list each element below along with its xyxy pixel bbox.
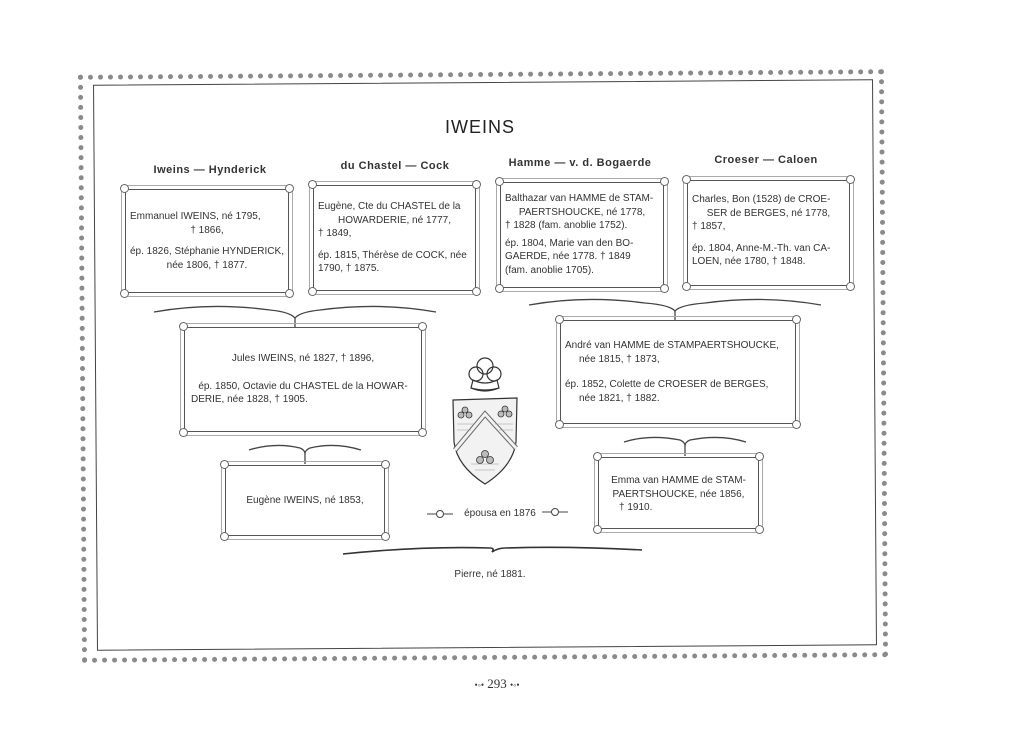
parent-text: née 1815, † 1873, [579, 353, 660, 365]
ancestor-text: Balthazar van HAMME de STAM- [505, 193, 654, 204]
ancestor-text: HOWARDERIE, né 1777, [337, 214, 451, 226]
column-heading-chastel-cock: du Chastel — Cock [340, 160, 450, 172]
brace-connector [525, 293, 825, 323]
brace-connector [620, 432, 750, 458]
parent-box-jules-iweins [184, 327, 422, 432]
page-number-ornament: •◦• [510, 680, 520, 690]
ancestor-box-eugene-chastel [313, 185, 476, 291]
page-title: IWEINS [444, 117, 515, 137]
parent-text: ép. 1850, Octavie du CHASTEL de la HOWAR- [198, 380, 408, 392]
person-text: † 1910. [619, 502, 653, 513]
parent-box-andre-hamme [560, 320, 796, 424]
ancestor-box-charles-croeser [687, 180, 850, 286]
ancestor-text: ép. 1804, Anne-M.-Th. van CA- [692, 242, 831, 254]
child-entry: Pierre, né 1881. [454, 569, 526, 580]
ornament-right [540, 505, 570, 519]
parent-text: ép. 1852, Colette de CROESER de BERGES, [565, 379, 769, 390]
ancestor-text: PAERTSHOUCKE, né 1778, [518, 206, 646, 218]
parent-text: DERIE, née 1828, † 1905. [191, 394, 308, 405]
ancestor-text: † 1849, [318, 228, 352, 239]
ancestor-text: GAERDE, née 1778. † 1849 [505, 251, 631, 262]
ancestor-text: 1790, † 1875. [318, 263, 380, 274]
ancestor-text: † 1828 (fam. anoblie 1752). [505, 220, 628, 231]
person-text: PAERTSHOUCKE, née 1856, [612, 488, 745, 500]
brace-connector [245, 440, 365, 466]
ancestor-text: Charles, Bon (1528) de CROE- [692, 194, 831, 205]
brace-connector [150, 300, 440, 330]
ancestor-text: SER de BERGES, né 1778, [706, 207, 831, 219]
column-heading-iweins-hynderick: Iweins — Hynderick [153, 164, 267, 176]
brace-connector [340, 540, 645, 562]
parent-text: André van HAMME de STAMPAERTSHOUCKE, [565, 340, 779, 351]
ancestor-text: † 1857, [692, 221, 726, 232]
ancestor-box-emmanuel-iweins [125, 189, 289, 293]
ancestor-text: ép. 1826, Stéphanie HYNDERICK, [130, 246, 284, 257]
person-text: Eugène IWEINS, né 1853, [246, 495, 364, 506]
person-box-eugene-iweins [225, 465, 385, 536]
person-text: Emma van HAMME de STAM- [611, 475, 746, 486]
marriage-note: épousa en 1876 [464, 508, 536, 519]
ancestor-box-balthazar-hamme [500, 182, 664, 288]
person-box-emma-hamme [598, 457, 759, 529]
parent-text: Jules IWEINS, né 1827, † 1896, [231, 353, 375, 364]
ancestor-text: (fam. anoblie 1705). [505, 264, 594, 276]
column-heading-croeser-caloen: Croeser — Caloen [714, 154, 818, 166]
ancestor-text: † 1866, [190, 224, 224, 236]
ancestor-text: née 1806, † 1877. [166, 259, 248, 271]
page-number-value: 293 [487, 676, 507, 691]
ancestor-text: Emmanuel IWEINS, né 1795, [130, 211, 261, 222]
ancestor-text: LOEN, née 1780, † 1848. [692, 256, 806, 267]
ancestor-text: ép. 1804, Marie van den BO- [505, 237, 634, 249]
page-number [462, 676, 532, 692]
column-heading-hamme-bogaerde: Hamme — v. d. Bogaerde [508, 157, 652, 169]
ancestor-text: ép. 1815, Thérèse de COCK, née [318, 249, 467, 261]
ancestor-text: Eugène, Cte du CHASTEL de la [318, 201, 461, 212]
parent-text: née 1821, † 1882. [579, 392, 660, 404]
coat-of-arms-icon [445, 352, 525, 492]
page-number-ornament: •◦• [474, 680, 484, 690]
ornament-left [425, 507, 455, 521]
